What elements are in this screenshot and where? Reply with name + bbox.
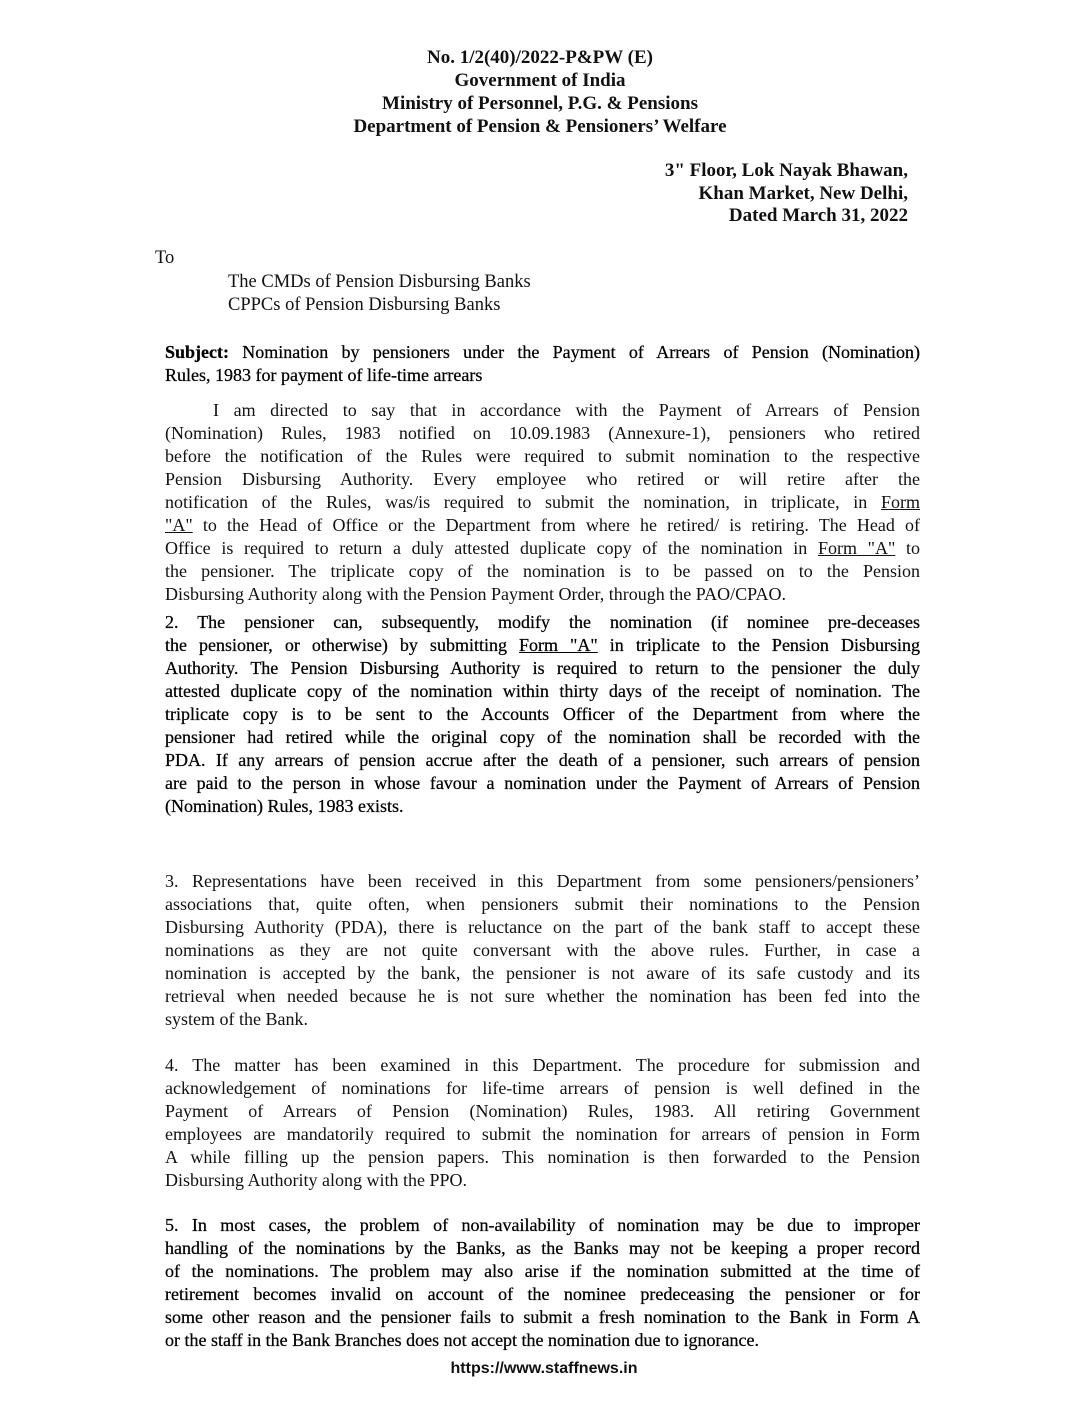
text-segment: to the Head of Office or the Department from where he retired/ is retiring. The Head of [192,515,920,535]
text-segment: in triplicate to the Pension Disbursing [597,635,920,655]
text-segment: Office is required to return a duly attested duplicate copy of the nomination in [165,538,818,558]
address-line-1: 3" Floor, Lok Nayak Bhawan, [664,160,908,181]
subject-label: Subject: [165,342,229,362]
paragraph-line [165,491,920,514]
paragraph-line: nominations as they are not quite conversant with the above rules. Further, in case a [165,940,920,960]
footer-url[interactable]: https://www.staffnews.in [450,1360,638,1377]
paragraph-line: associations that, quite often, when pensioners submit their nominations to the Pension [165,894,920,914]
text-segment: the pensioner, or otherwise) by submitting [165,635,519,655]
paragraph-line: retirement becomes invalid on account of the nominee predeceasing the pensioner or for [165,1284,920,1304]
paragraph-line: I am directed to say that in accordance with the Payment of Arrears of Pension [213,400,920,420]
paragraph-line: triplicate copy is to be sent to the Accounts Officer of the Department from where the [165,704,920,724]
paragraph-line: pensioner had retired while the original copy of the nomination shall be recorded with the [165,727,920,747]
paragraph-line: 2. The pensioner can, subsequently, modify the nomination (if nominee pre-deceases [165,612,920,632]
ministry-title: Ministry of Personnel, P.G. & Pensions [382,93,698,114]
paragraph-line: employees are mandatorily required to submit the nomination for arrears of pension in Form [165,1124,920,1144]
paragraph-line: 4. The matter has been examined in this Department. The procedure for submission and [165,1055,920,1075]
paragraph-line: or the staff in the Bank Branches does not accept the nomination due to ignorance. [165,1330,759,1350]
paragraph-line: Disbursing Authority along with the Pension Payment Order, through the PAO/CPAO. [165,584,786,604]
paragraph-line: handling of the nominations by the Banks, as the Banks may not be keeping a proper record [165,1238,920,1258]
form-a-link[interactable]: Form "A" [817,538,896,558]
paragraph-4 [165,1054,920,1192]
government-title: Government of India [454,70,626,91]
recipient-1: The CMDs of Pension Disbursing Banks [228,272,531,292]
paragraph-line: acknowledgement of nominations for life-time arrears of pension is well defined in the [165,1078,920,1098]
form-a-link[interactable]: Form "A" [519,635,598,655]
paragraph-line: Authority. The Pension Disbursing Authority is required to return to the pensioner the duly [165,658,920,678]
paragraph-line: A while filling up the pension papers. This nomination is then forwarded to the Pension [165,1147,920,1167]
subject-text: Nomination by pensioners under the Payment of Arrears of Pension (Nomination) [229,342,920,362]
paragraph-line: 5. In most cases, the problem of non-availability of nomination may be due to improper [165,1215,920,1235]
paragraph-line: Pension Disbursing Authority. Every employee who retired or will retire after the [165,469,920,489]
paragraph-line: some other reason and the pensioner fails to submit a fresh nomination to the Bank in Form A [165,1307,920,1327]
subject-text: Rules, 1983 for payment of life-time arrears [165,365,483,385]
paragraph-3 [165,870,920,1031]
text-segment: to [895,538,920,558]
paragraph-line: Disbursing Authority along with the PPO. [165,1170,468,1190]
paragraph-2 [165,611,920,818]
paragraph-line: (Nomination) Rules, 1983 notified on 10.09.1983 (Annexure-1), pensioners who retired [165,423,920,443]
paragraph-line: nomination is accepted by the bank, the pensioner is not aware of its safe custody and its [165,963,920,983]
paragraph-5 [165,1214,920,1352]
paragraph-line: PDA. If any arrears of pension accrue after the death of a pensioner, such arrears of pension [165,750,920,770]
paragraph-line: system of the Bank. [165,1009,308,1029]
text-segment: notification of the Rules, was/is required to submit the nomination, in triplicate, in [165,492,881,512]
file-number: No. 1/2(40)/2022-P&PW (E) [426,47,654,68]
paragraph-line: Payment of Arrears of Pension (Nomination) Rules, 1983. All retiring Government [165,1101,920,1121]
paragraph-line: (Nomination) Rules, 1983 exists. [165,796,404,816]
paragraph-line: retrieval when needed because he is not sure whether the nomination has been fed into the [165,986,920,1006]
paragraph-line: before the notification of the Rules were required to submit nomination to the respective [165,446,920,466]
subject [165,341,920,387]
form-a-link[interactable]: Form [880,492,920,512]
paragraph-line: are paid to the person in whose favour a nomination under the Payment of Arrears of Pension [165,773,920,793]
paragraph-1 [165,399,920,606]
address-line-2: Khan Market, New Delhi, [698,183,908,204]
paragraph-line: of the nominations. The problem may also arise if the nomination submitted at the time of [165,1261,920,1281]
paragraph-line [165,634,920,657]
paragraph-line: Disbursing Authority (PDA), there is reluctance on the part of the bank staff to accept these [165,917,920,937]
paragraph-line: the pensioner. The triplicate copy of the nomination is to be passed on to the Pension [165,561,920,581]
paragraph-line: 3. Representations have been received in this Department from some pensioners/pensioners’ [165,871,920,891]
paragraph-line: attested duplicate copy of the nomination within thirty days of the receipt of nomination. The [165,681,920,701]
recipient-2: CPPCs of Pension Disbursing Banks [228,295,501,315]
letter-date: Dated March 31, 2022 [728,205,908,226]
paragraph-line [165,537,920,560]
paragraph-line [165,514,920,537]
form-a-link[interactable]: "A" [165,515,193,535]
to-label: To [155,248,175,268]
department-title: Department of Pension & Pensioners’ Welfare [353,116,727,137]
